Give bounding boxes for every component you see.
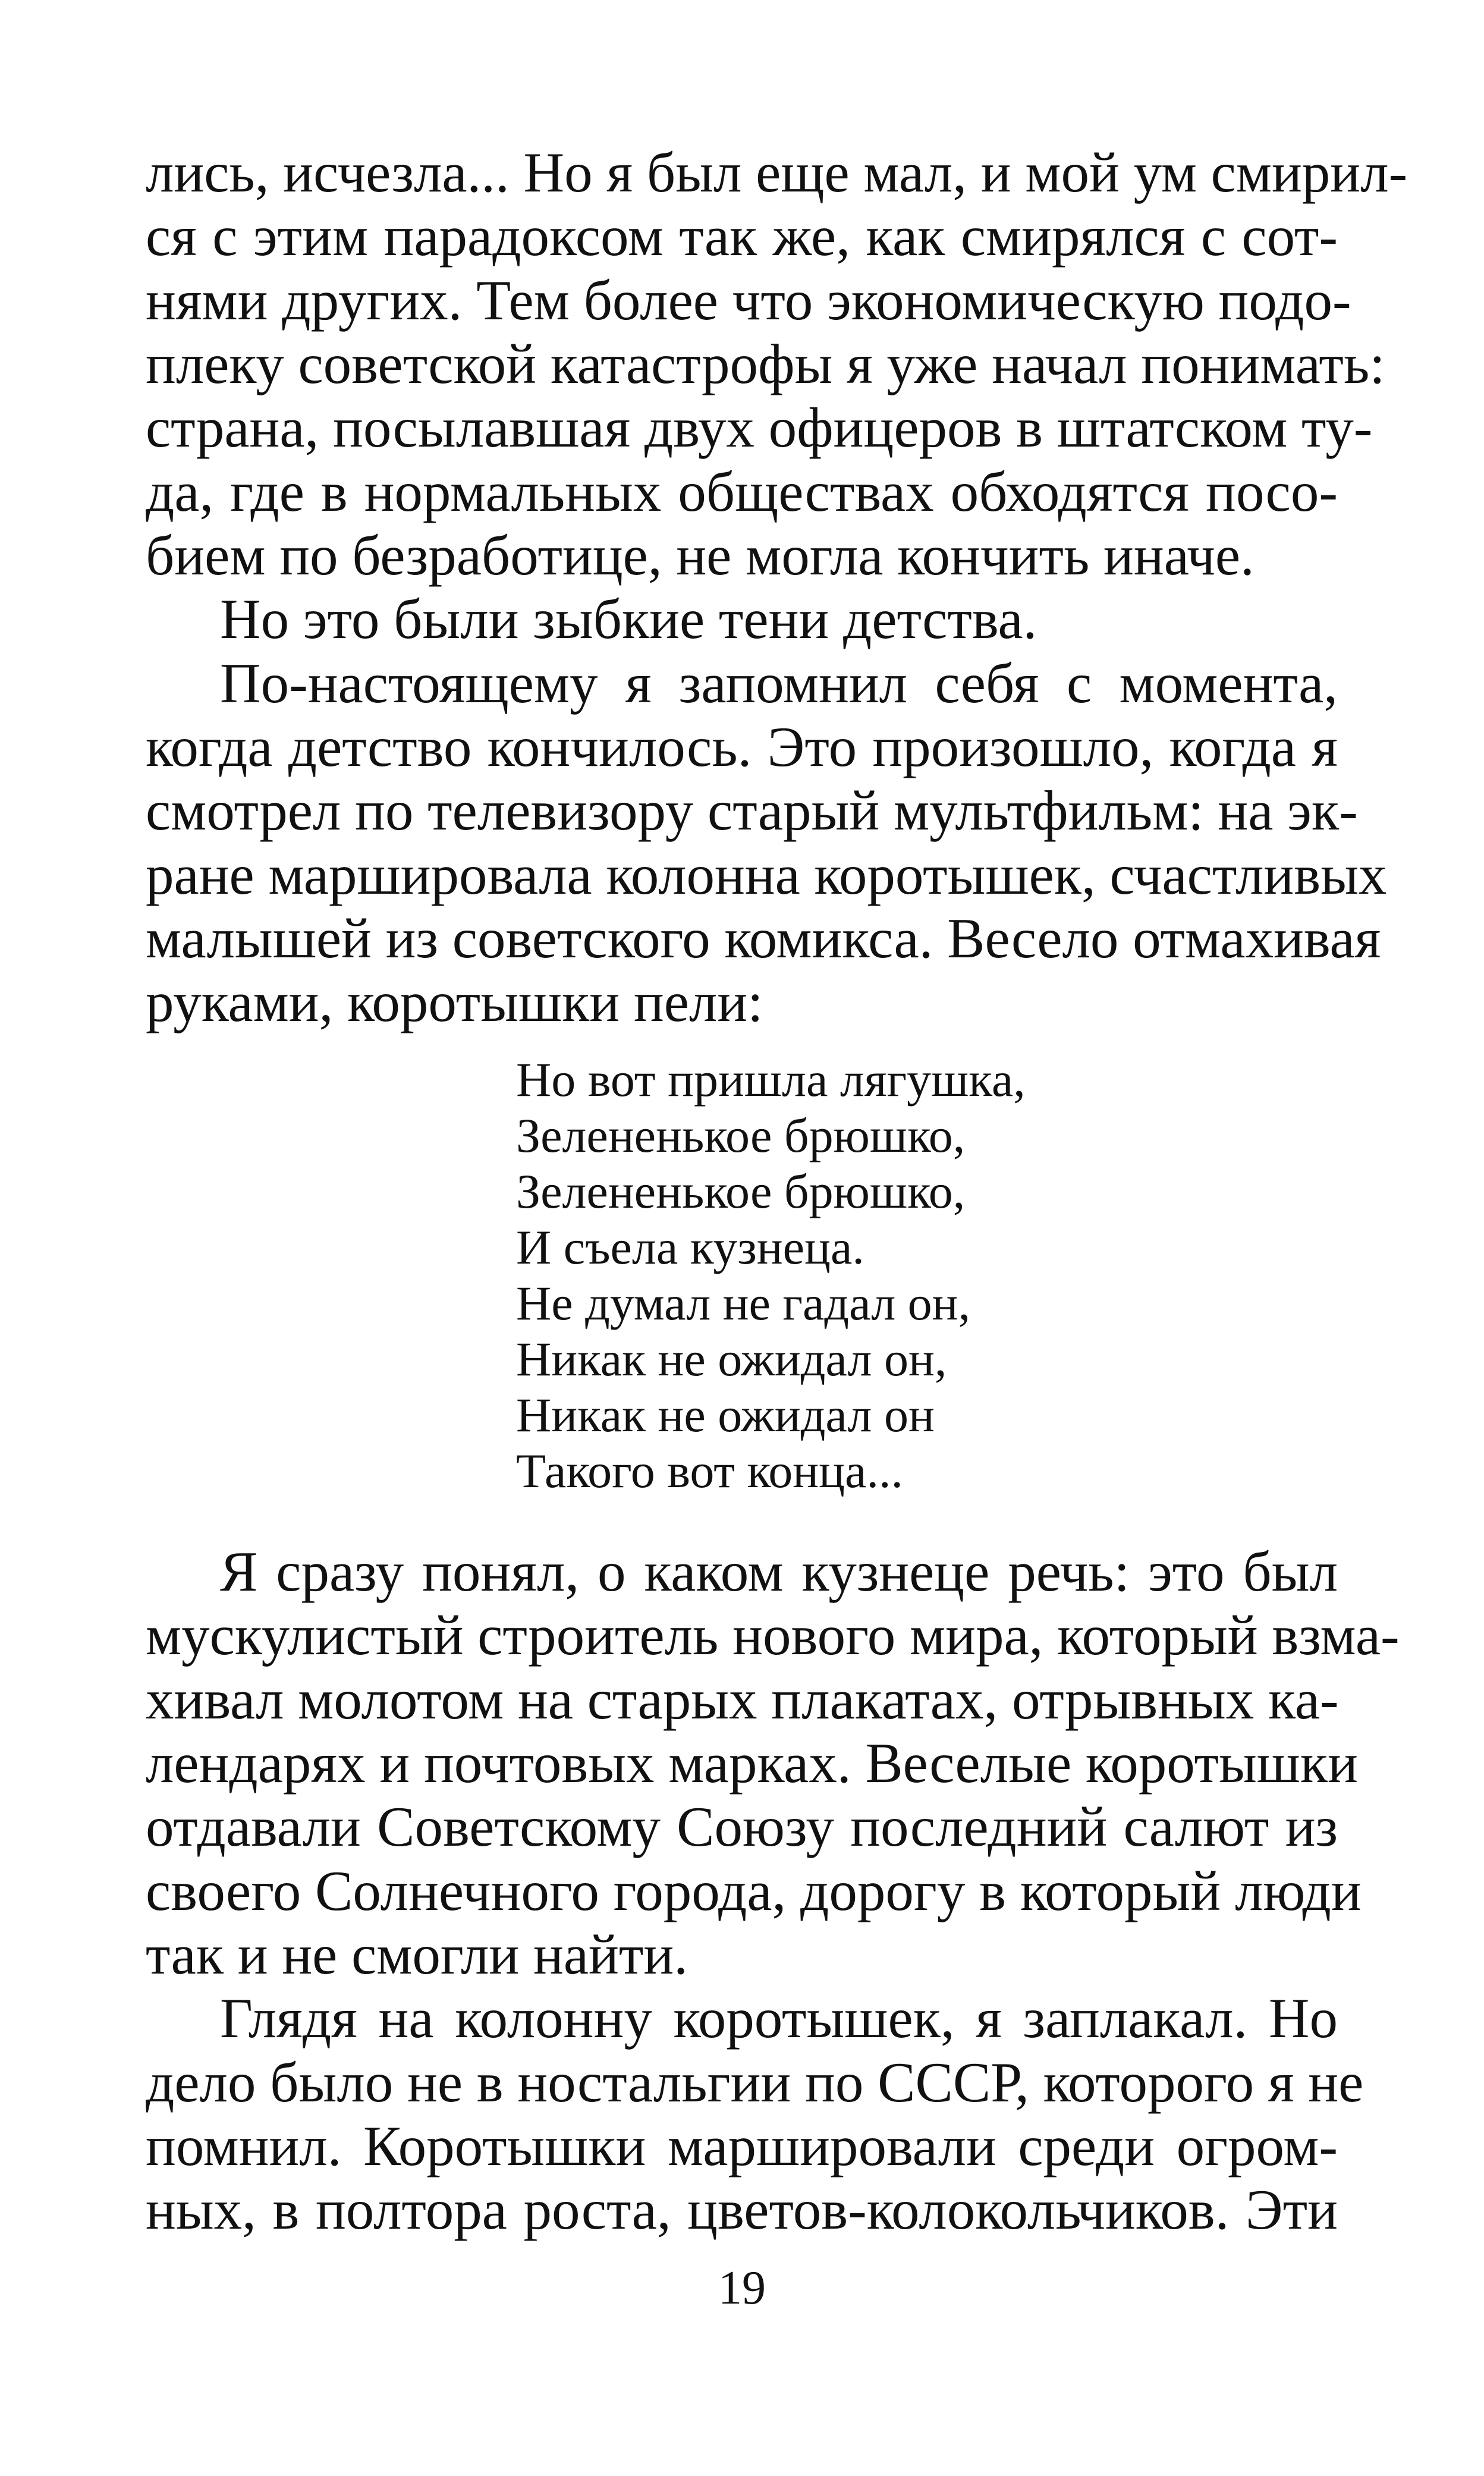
page-number: 19	[718, 2262, 766, 2314]
text-line: так и не смогли найти.	[146, 1923, 688, 1986]
text-line: нями других. Тем более что экономическую подо-	[146, 269, 1351, 332]
text-line: отдавали Советскому Союзу последний салют из	[146, 1795, 1338, 1858]
verse-line: Зелененькое брюшко,	[516, 1108, 966, 1162]
text-line: смотрел по телевизору старый мультфильм: на эк-	[146, 779, 1358, 842]
verse-line: И съела кузнеца.	[516, 1220, 864, 1274]
text-line: руками, коротышки пели:	[146, 970, 763, 1033]
text-line: малышей из советского комикса. Весело отмахивая	[146, 907, 1381, 970]
text-line: хивал молотом на старых плакатах, отрывных ка-	[146, 1668, 1339, 1731]
text-line: помнил. Коротышки маршировали среди огром-	[146, 2114, 1338, 2178]
verse-line: Зелененькое брюшко,	[516, 1164, 966, 1218]
text-line: ся с этим парадоксом так же, как смирялся с сот-	[146, 205, 1338, 268]
verse-line: Никак не ожидал он,	[516, 1332, 947, 1386]
text-line: Но это были зыбкие тени детства.	[220, 587, 1037, 651]
text-line: Глядя на колонну коротышек, я заплакал. Но	[220, 1987, 1338, 2050]
text-line: Я сразу понял, о каком кузнеце речь: это был	[220, 1540, 1338, 1603]
text-line: когда детство кончилось. Это произошло, когда я	[146, 715, 1338, 778]
text-line: ных, в полтора роста, цветов-колокольчиков. Эти	[146, 2178, 1338, 2241]
text-line: дело было не в ностальгии по СССР, которого я не	[146, 2051, 1364, 2114]
text-line: лись, исчезла... Но я был еще мал, и мой ум смирил-	[146, 141, 1408, 204]
verse-line: Но вот пришла лягушка,	[516, 1052, 1026, 1107]
text-line: По-настоящему я запомнил себя с момента,	[220, 652, 1338, 715]
text-line: мускулистый строитель нового мира, который взма-	[146, 1604, 1400, 1667]
text-line: бием по безработице, не могла кончить иначе.	[146, 524, 1255, 587]
text-line: да, где в нормальных обществах обходятся посо-	[146, 460, 1338, 523]
text-line: плеку советской катастрофы я уже начал понимать:	[146, 332, 1385, 395]
verse-line: Никак не ожидал он	[516, 1388, 935, 1442]
text-line: лендарях и почтовых марках. Веселые коротышки	[146, 1732, 1358, 1795]
text-line: страна, посылавшая двух офицеров в штатском ту-	[146, 396, 1373, 459]
text-line: ране маршировала колонна коротышек, счастливых	[146, 843, 1387, 906]
verse-line: Такого вот конца...	[516, 1444, 903, 1498]
text-line: своего Солнечного города, дорогу в который люди	[146, 1859, 1362, 1922]
verse-line: Не думал не гадал он,	[516, 1276, 971, 1330]
